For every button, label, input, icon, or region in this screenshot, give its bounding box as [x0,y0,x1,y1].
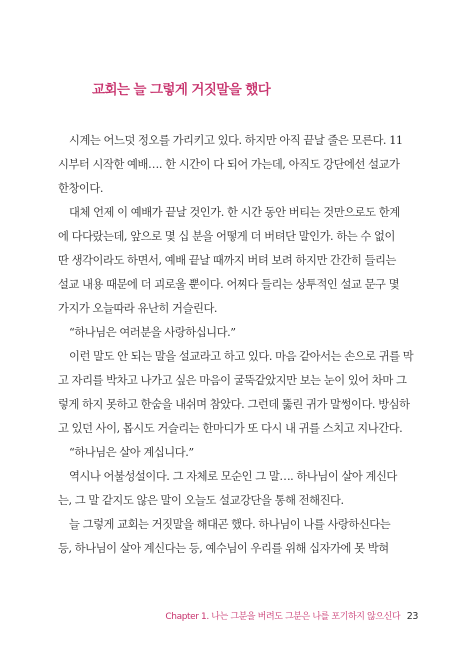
text-line: 등, 하나님이 살아 계신다는 등, 예수님이 우리를 위해 십자가에 못 박혀 [58,542,389,555]
text-line: 는, 그 말 같지도 않은 말이 오늘도 설교강단을 통해 전해진다. [58,494,344,507]
text-line: “하나님은 살아 계십니다.” [69,446,194,459]
text-line: 이런 말도 안 되는 말을 설교라고 하고 있다. 마음 같아서는 손으로 귀를 막 [69,350,414,363]
text-line: 대체 언제 이 예배가 끝날 것인가. 한 시간 동안 버티는 것만으로도 한계 [69,206,400,219]
text-line: 역시나 어불성설이다. 그 자체로 모순인 그 말…. 하나님이 살아 계신다 [69,470,397,483]
text-line: 늘 그렇게 교회는 거짓말을 해대곤 했다. 하나님이 나를 사랑하신다는 [69,518,391,531]
text-line: 가지가 오늘따라 유난히 거슬린다. [58,302,218,315]
body-text [58,129,420,561]
text-line: 한창이다. [58,182,103,195]
text-line: 고 자리를 박차고 나가고 싶은 마음이 굴뚝같았지만 보는 눈이 있어 차마 그 [58,374,407,387]
text-line: 딴 생각이라도 하면서, 예배 끝날 때까지 버텨 보려 하지만 간간히 들리는 [58,254,396,267]
section-heading: 교회는 늘 그렇게 거짓말을 했다 [92,82,271,98]
page-footer [165,609,418,622]
text-line: “하나님은 여러분을 사랑하십니다.” [69,326,236,339]
text-line: 고 있던 사이, 몹시도 거슬리는 한마디가 또 다시 내 귀를 스치고 지나간다. [58,422,403,435]
text-line: 시계는 어느덧 정오를 가리키고 있다. 하지만 아직 끝날 줄은 모른다. 11 [69,134,403,147]
running-footer-title: Chapter 1. 나는 그분을 버려도 그분은 나를 포기하지 않으신다 [165,612,401,622]
page-number: 23 [406,611,418,622]
text-line: 설교 내용 때문에 더 괴로울 뿐이다. 어찌다 들리는 상투적인 설교 문구 몇 [58,278,400,291]
text-line: 렇게 하지 못하고 한숨을 내쉬며 참았다. 그런데 뚫린 귀가 말썽이다. 방심하 [58,398,410,411]
text-line: 에 다다랐는데, 앞으로 몇 십 분을 어떻게 더 버텨단 말인가. 하는 수 없이 [58,230,395,243]
text-line: 시부터 시작한 예배…. 한 시간이 다 되어 가는데, 아직도 강단에선 설교가 [58,158,400,171]
